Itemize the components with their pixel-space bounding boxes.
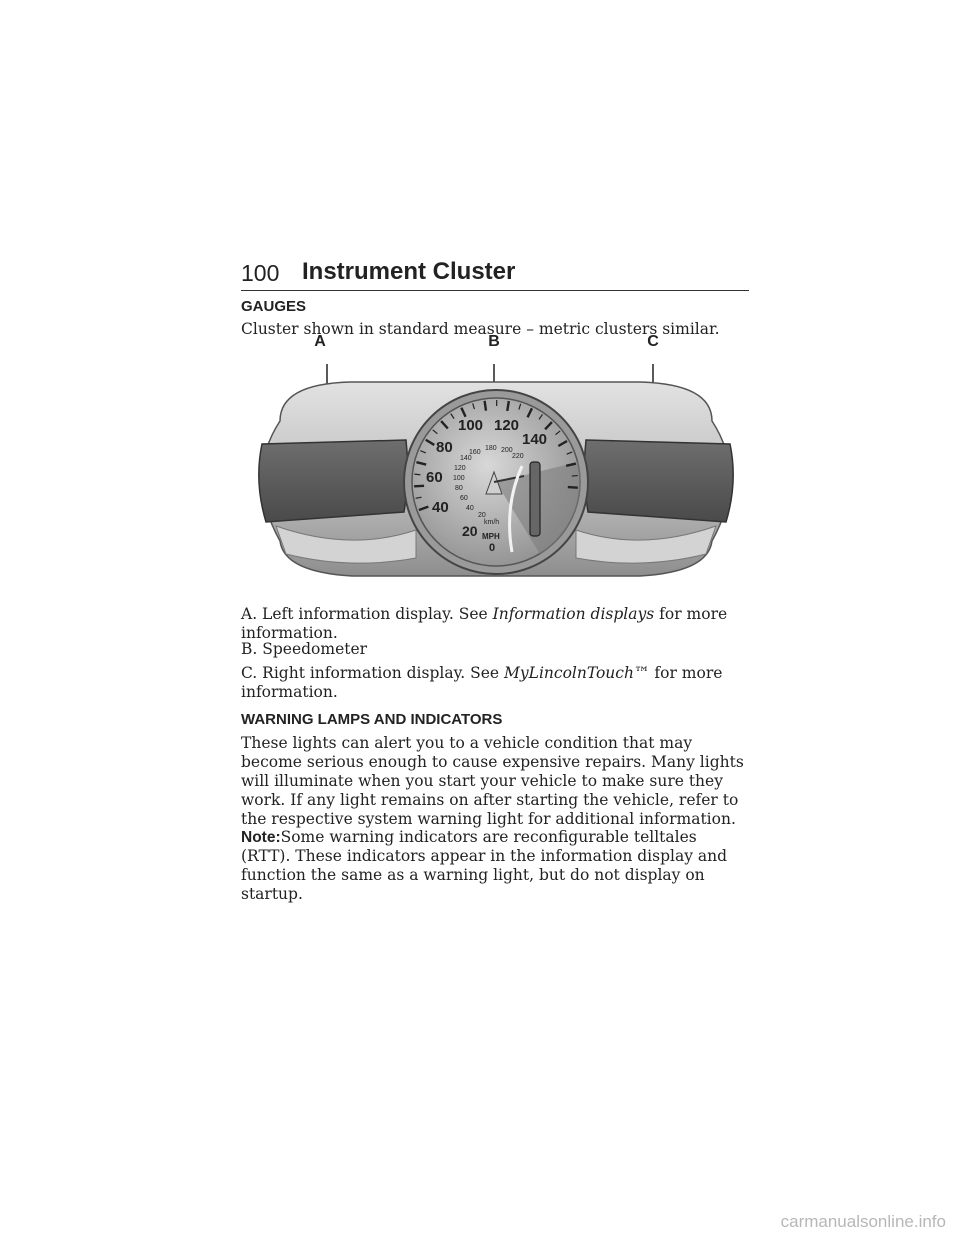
mph-label-20: 20 bbox=[462, 523, 478, 539]
speed-tick bbox=[507, 401, 509, 411]
legend-item-a-prefix: A. Left information display. See bbox=[241, 605, 493, 623]
mph-label-60: 60 bbox=[426, 469, 443, 486]
callout-a: A bbox=[314, 333, 326, 350]
speed-tick bbox=[568, 487, 578, 488]
warning-body: These lights can alert you to a vehicle condition that may become serious enough to cause expensive repairs. Many lights will illuminate when you start your vehicle to make sure they work. If any light remains on after starting the vehicle, refer to the respective system warning light for additional information. bbox=[241, 734, 744, 828]
callout-b: B bbox=[488, 333, 500, 350]
mph-label-40: 40 bbox=[432, 499, 449, 516]
kmh-label-160: 160 bbox=[469, 449, 481, 456]
mph-label-80: 80 bbox=[436, 439, 453, 456]
warning-heading: WARNING LAMPS AND INDICATORS bbox=[241, 711, 503, 728]
mph-zero: 0 bbox=[489, 542, 496, 554]
kmh-label-120: 120 bbox=[454, 465, 466, 472]
right-information-display bbox=[584, 440, 733, 522]
kmh-label-20: 20 bbox=[478, 512, 486, 519]
kmh-label-180: 180 bbox=[485, 445, 497, 452]
legend-item-b-prefix: B. Speedometer bbox=[241, 640, 368, 658]
note-text: Some warning indicators are reconfigurable telltales (RTT). These indicators appear in the information display and function the same as a warning light, but do not display on startup. bbox=[241, 828, 728, 903]
legend-item-c-prefix: C. Right information display. See bbox=[241, 664, 505, 682]
page-number: 100 bbox=[241, 260, 280, 286]
callout-c: C bbox=[647, 333, 659, 350]
legend-item-a-suffix: for more information. bbox=[241, 605, 728, 642]
speed-tick bbox=[414, 474, 420, 475]
mph-label-100: 100 bbox=[458, 417, 484, 434]
warning-note bbox=[241, 828, 751, 904]
kmh-unit: km/h bbox=[484, 519, 500, 526]
information-displays-reference: Information displays bbox=[492, 605, 655, 623]
speed-tick bbox=[414, 486, 424, 487]
kmh-label-80: 80 bbox=[455, 485, 463, 492]
legend-item-c bbox=[241, 664, 751, 702]
note-label: Note: bbox=[241, 829, 281, 846]
kmh-label-40: 40 bbox=[466, 505, 474, 512]
mylincolntouch-reference: MyLincolnTouch™ bbox=[504, 664, 650, 682]
page-header bbox=[241, 258, 749, 291]
kmh-label-220: 220 bbox=[512, 453, 524, 460]
left-information-display bbox=[259, 440, 408, 522]
gauges-heading: GAUGES bbox=[241, 298, 307, 315]
kmh-label-100: 100 bbox=[453, 475, 465, 482]
speedometer bbox=[404, 390, 588, 574]
kmh-label-200: 200 bbox=[501, 447, 513, 454]
kmh-label-60: 60 bbox=[460, 495, 468, 502]
legend-item-b bbox=[241, 640, 751, 659]
legend-item-a bbox=[241, 605, 751, 643]
footer-watermark: carmanualsonline.info bbox=[780, 1212, 946, 1231]
speed-tick bbox=[485, 401, 486, 411]
instrument-cluster-illustration bbox=[240, 326, 752, 594]
mph-label-120: 120 bbox=[494, 417, 520, 434]
vertical-gauge-bar bbox=[530, 462, 540, 536]
mph-unit: MPH bbox=[482, 532, 500, 541]
mph-label-140: 140 bbox=[522, 431, 548, 448]
legend-item-c-suffix: for more information. bbox=[241, 664, 723, 701]
chapter-title: Instrument Cluster bbox=[302, 258, 516, 285]
kmh-label-140: 140 bbox=[460, 455, 472, 462]
gauges-intro: Cluster shown in standard measure – metric clusters similar. bbox=[241, 320, 720, 338]
